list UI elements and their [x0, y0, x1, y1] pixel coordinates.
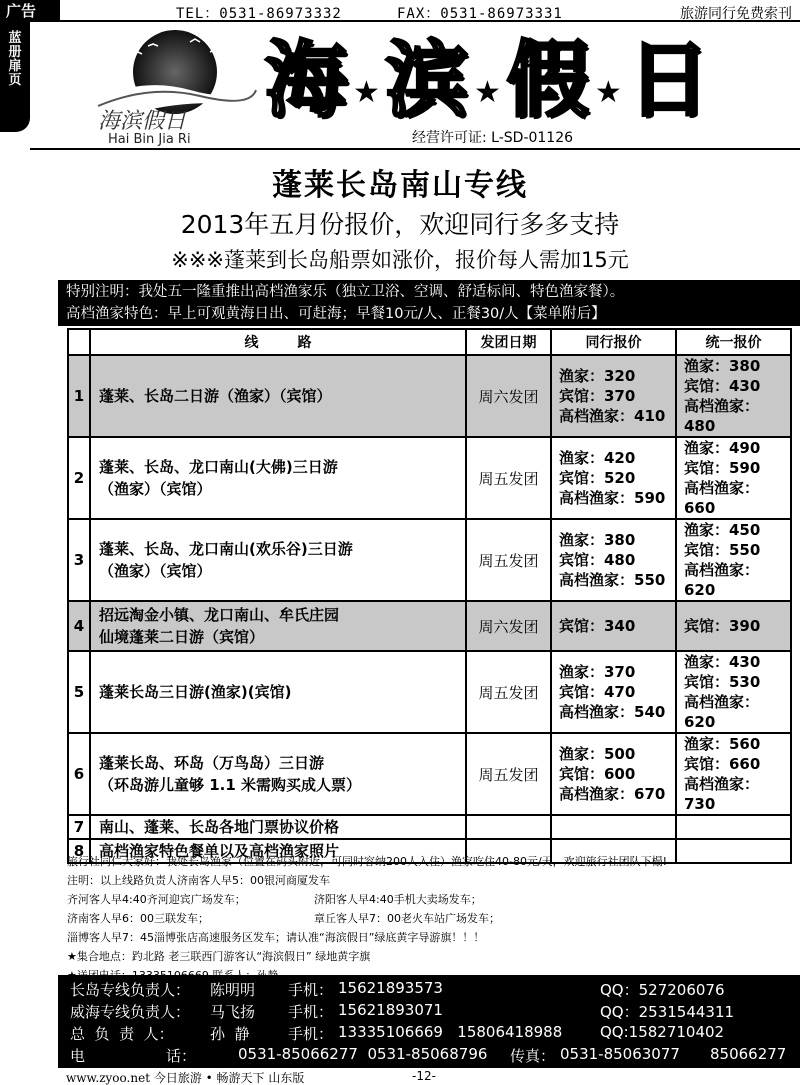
price-line: 宾馆：470 [559, 683, 636, 701]
price-line: 宾馆：370 [559, 387, 636, 405]
unified-price-cell [676, 437, 791, 519]
site-footer: www.zyoo.net 今日旅游 • 畅游天下 山东版 [66, 1071, 305, 1085]
note-line: 济阳客人早4:40手机大卖场发车； [314, 893, 482, 906]
route-line: （渔家）（宾馆） [99, 480, 212, 498]
star-icon: ★ [473, 74, 501, 110]
row-number: 5 [68, 651, 90, 733]
tel-extra: 85066277 [710, 1045, 787, 1063]
contact-qq: QQ：527206076 [600, 981, 725, 999]
row-number: 4 [68, 601, 90, 651]
unified-price-cell [676, 519, 791, 601]
table-row [68, 519, 791, 601]
table-row [68, 733, 791, 815]
row-number: 1 [68, 355, 90, 437]
brand-char: 假 [506, 33, 589, 128]
route-line: 蓬莱长岛三日游(渔家)(宾馆) [99, 683, 292, 701]
table-row [68, 355, 791, 437]
contact-role: 威海专线负责人： [70, 1003, 191, 1021]
route-cell [90, 733, 466, 815]
logo-text: 海滨假日 [98, 109, 187, 134]
route-cell [90, 355, 466, 437]
contact-phone-label: 手机： [288, 1025, 334, 1043]
column-header: 线 路 [90, 329, 466, 355]
contact-band [58, 975, 800, 1068]
contact-name: 孙 静 [210, 1025, 250, 1043]
brand-char: 日 [627, 33, 710, 128]
contact-qq: QQ:1582710402 [600, 1023, 725, 1041]
unified-price-cell [676, 601, 791, 651]
price-line: 高档渔家：730 [684, 775, 760, 813]
unified-price-cell [676, 355, 791, 437]
price-line: 高档渔家：620 [684, 693, 760, 731]
header [30, 22, 800, 150]
fax-label: 传真： [510, 1047, 556, 1065]
table-header-row [68, 329, 791, 355]
peer-price-cell [551, 437, 676, 519]
brand-title [265, 33, 710, 128]
peer-price-cell [551, 815, 676, 839]
route-cell [90, 519, 466, 601]
side-tab-char: 册 [8, 45, 22, 60]
route-cell [90, 601, 466, 651]
side-tab [0, 22, 30, 132]
contact-phone-label: 手机： [288, 1003, 334, 1021]
unified-price-cell [676, 815, 791, 839]
contact-name: 马飞扬 [210, 1003, 256, 1021]
price-line: 渔家：500 [559, 745, 636, 763]
price-line: 渔家：320 [559, 367, 636, 385]
note-line: 旅行社同仁大家好：我处长岛渔家（位置在码头附近，可同时容纳200人入住）渔家吃住40-80元/天，欢迎旅行社团队下榻! [67, 855, 668, 868]
departure-date: 周五发团 [466, 651, 551, 733]
tel-number: TEL：0531-86973332 [176, 6, 342, 22]
peer-price-cell [551, 355, 676, 437]
price-line: 宾馆：550 [684, 541, 761, 559]
fax-number-bottom: 0531-85063077 [560, 1045, 680, 1063]
peer-price-cell [551, 651, 676, 733]
route-cell [90, 815, 466, 839]
price-line: 高档渔家：620 [684, 561, 760, 599]
column-header: 统一报价 [676, 329, 791, 355]
route-line: 南山、蓬莱、长岛各地门票协议价格 [99, 818, 340, 836]
price-line: 宾馆：480 [559, 551, 636, 569]
unified-price-cell [676, 733, 791, 815]
departure-date: 周六发团 [466, 601, 551, 651]
top-strip [0, 0, 800, 22]
departure-date: 周六发团 [466, 355, 551, 437]
price-line: 高档渔家：410 [559, 407, 666, 425]
star-icon: ★ [353, 74, 380, 110]
price-line: 宾馆：590 [684, 459, 761, 477]
price-line: 渔家：430 [684, 653, 761, 671]
price-line: 宾馆：520 [559, 469, 636, 487]
contact-phone: 15621893071 [338, 1001, 443, 1019]
route-line: 蓬莱、长岛、龙口南山(大佛)三日游 [99, 458, 338, 476]
price-line: 高档渔家：590 [559, 489, 666, 507]
price-line: 渔家：420 [559, 449, 636, 467]
departure-date [466, 815, 551, 839]
unified-price-cell [676, 651, 791, 733]
license-number: 经营许可证: L-SD-01126 [412, 130, 574, 146]
price-line: 高档渔家：670 [559, 785, 666, 803]
page-footer [0, 1068, 800, 1085]
note-line: 章丘客人早7：00老火车站广场发车； [314, 912, 500, 925]
page-number: -12- [412, 1069, 436, 1083]
peer-price-cell [551, 733, 676, 815]
ad-label: 广告 [0, 0, 60, 22]
price-line: 高档渔家：480 [684, 397, 760, 435]
price-line: 宾馆：430 [684, 377, 761, 395]
price-line: 高档渔家：660 [684, 479, 760, 517]
contact-phone: 15621893573 [338, 979, 443, 997]
column-header: 同行报价 [551, 329, 676, 355]
magazine-tagline: 旅游同行免费索刊 [680, 6, 792, 22]
price-line: 渔家：450 [684, 521, 761, 539]
note-line: 注明：以上线路负责人济南客人早5：00银河商厦发车 [67, 874, 330, 887]
price-line: 宾馆：530 [684, 673, 761, 691]
logo-pinyin: Hai Bin Jia Ri [108, 132, 191, 147]
logo [70, 24, 260, 148]
route-line: 高档渔家特色餐单以及高档渔家照片 [99, 842, 340, 860]
route-line: 蓬莱、长岛二日游（渔家）（宾馆） [99, 387, 332, 405]
price-line: 高档渔家：540 [559, 703, 666, 721]
table-row [68, 815, 791, 839]
table-row [68, 601, 791, 651]
route-line: 仙境蓬莱二日游（宾馆） [99, 628, 265, 646]
price-line: 高档渔家：550 [559, 571, 666, 589]
contact-name: 陈明明 [210, 981, 256, 999]
price-line: 渔家：380 [559, 531, 636, 549]
departure-date: 周五发团 [466, 733, 551, 815]
price-line: 渔家：560 [684, 735, 761, 753]
route-line: 蓬莱长岛、环岛（万鸟岛）三日游 [99, 754, 325, 772]
price-line: 渔家：490 [684, 439, 761, 457]
route-cell [90, 437, 466, 519]
brand-char: 滨 [385, 33, 468, 128]
contact-phone: 13335106669 15806418988 [338, 1023, 563, 1041]
departure-date: 周五发团 [466, 437, 551, 519]
route-line: 蓬莱、长岛、龙口南山(欢乐谷)三日游 [99, 540, 353, 558]
price-table [67, 328, 792, 864]
notice-line: 特别注明：我处五一隆重推出高档渔家乐（独立卫浴、空调、舒适标间、特色渔家餐）。 [66, 284, 625, 300]
tel-numbers: 0531-85066277 0531-85068796 [238, 1045, 488, 1063]
side-tab-char: 页 [8, 73, 22, 88]
route-line: （环岛游儿童够 1.1 米需购买成人票） [99, 776, 362, 794]
row-number: 2 [68, 437, 90, 519]
side-tab-char: 蓝 [8, 31, 22, 46]
contact-phone-label: 手机： [288, 981, 334, 999]
note-line: ★集合地点：趵北路 老三联西门游客认“海滨假日” 绿地黄字旗 [67, 950, 371, 963]
subtitle: 2013年五月份报价，欢迎同行多多支持 [180, 210, 620, 239]
row-number: 8 [68, 839, 90, 863]
route-line: 招远淘金小镇、龙口南山、牟氏庄园 [99, 606, 340, 624]
tel-label: 电 话： [70, 1047, 197, 1065]
table-row [68, 651, 791, 733]
row-number: 6 [68, 733, 90, 815]
note-line: 济南客人早6：00三联发车； [67, 912, 209, 925]
price-line: 宾馆：660 [684, 755, 761, 773]
price-line: 渔家：370 [559, 663, 636, 681]
special-notice [58, 280, 800, 326]
departure-date: 周五发团 [466, 519, 551, 601]
price-line: 宾馆：600 [559, 765, 636, 783]
star-icon: ★ [594, 74, 622, 110]
price-line: 宾馆：340 [559, 617, 636, 635]
note-line: 齐河客人早4:40齐河迎宾广场发车； [67, 893, 246, 906]
table-row [68, 437, 791, 519]
peer-price-cell [551, 519, 676, 601]
route-line: （渔家）（宾馆） [99, 562, 212, 580]
price-line: 渔家：380 [684, 357, 761, 375]
notice-line: 高档渔家特色：早上可观黄海日出、可赶海；早餐10元/人、正餐30/人【菜单附后】 [66, 306, 606, 322]
footer-notes [67, 852, 800, 985]
row-number: 7 [68, 815, 90, 839]
side-tab-char: 扉 [8, 59, 22, 74]
brand-char: 海 [265, 33, 348, 128]
route-cell [90, 651, 466, 733]
price-note: ※※※蓬莱到长岛船票如涨价，报价每人需加15元 [171, 248, 629, 272]
contact-role: 总 负 责 人： [70, 1025, 174, 1043]
main-title: 蓬莱长岛南山专线 [272, 168, 528, 203]
column-header: 发团日期 [466, 329, 551, 355]
contact-qq: QQ：2531544311 [600, 1003, 735, 1021]
fax-number: FAX：0531-86973331 [397, 6, 563, 22]
price-line: 宾馆：390 [684, 617, 761, 635]
row-number: 3 [68, 519, 90, 601]
peer-price-cell [551, 601, 676, 651]
note-line: 淄博客人早7：45淄博张店高速服务区发车；请认准“海滨假日”绿底黄字导游旗！！！ [67, 931, 485, 944]
column-header [68, 329, 90, 355]
contact-role: 长岛专线负责人： [70, 981, 191, 999]
